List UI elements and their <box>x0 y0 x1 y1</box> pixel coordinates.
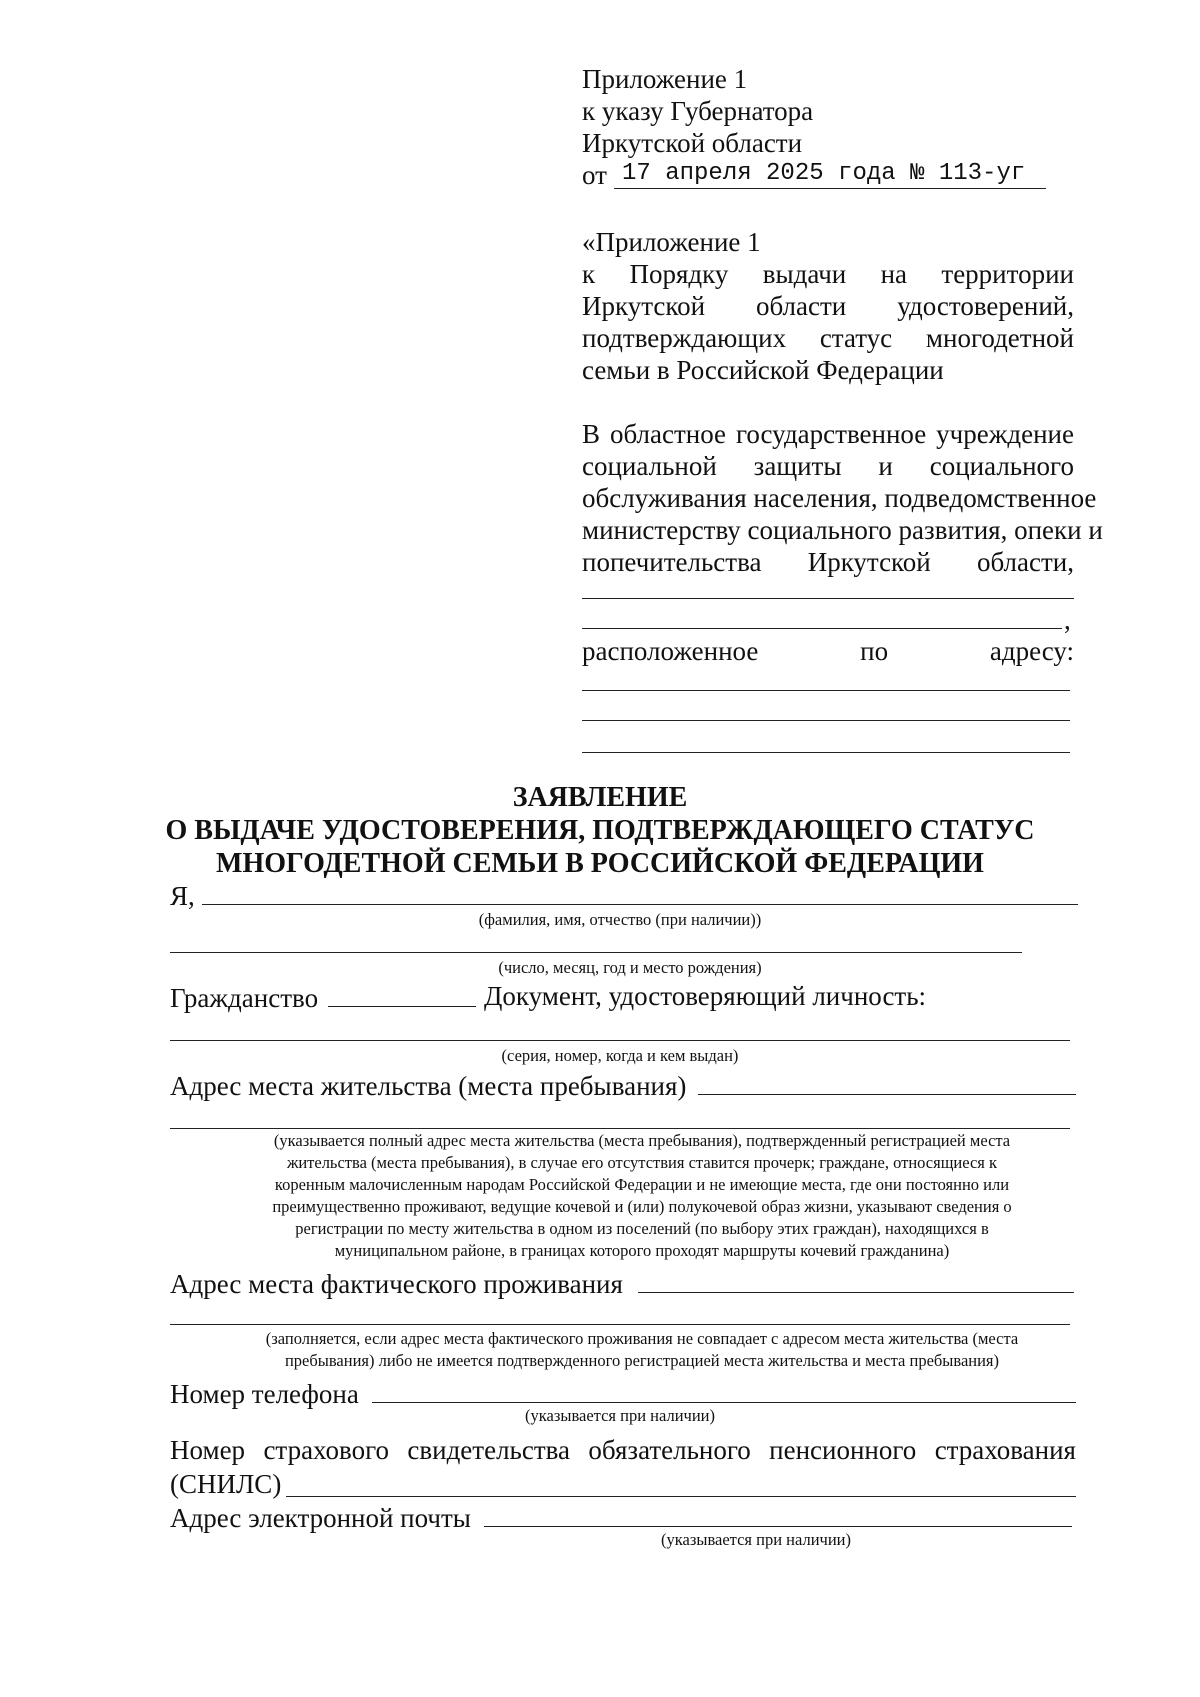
addressee-line-1: В областное государственное учреждение <box>582 419 1074 449</box>
decree-label: к указу Губернатора <box>582 96 814 126</box>
actual-address-label: Адрес места фактического проживания <box>170 1269 623 1299</box>
id-document-caption: (серия, номер, когда и кем выдан) <box>501 1046 739 1065</box>
residence-label: Адрес места жительства (места пребывания) <box>170 1071 687 1101</box>
snils-label-line: Номер страхового свидетельства обязательного пенсионного страхования <box>170 1435 1076 1465</box>
phone-label: Номер телефона <box>170 1379 359 1409</box>
addressee-line-5: попечительства Иркутской области, <box>582 547 1074 577</box>
residence-field-2[interactable] <box>170 1128 1070 1129</box>
residence-field-1[interactable] <box>698 1094 1076 1095</box>
snils-field[interactable] <box>286 1496 1076 1497</box>
email-field[interactable] <box>484 1526 1072 1527</box>
order-appendix-label: «Приложение 1 <box>582 227 761 257</box>
email-caption: (указывается при наличии) <box>661 1530 851 1549</box>
institution-address-line-3[interactable] <box>582 752 1070 753</box>
actual-address-field-1[interactable] <box>638 1292 1074 1293</box>
actual-address-field-2[interactable] <box>170 1324 1070 1325</box>
addressee-line-2: социальной защиты и социального <box>582 451 1074 481</box>
residence-note-1: (указывается полный адрес места жительства (места пребывания), подтвержденный регистрацией места <box>273 1131 1011 1150</box>
document-title: ЗАЯВЛЕНИЕ <box>512 782 688 813</box>
residence-note-4: преимущественно проживают, ведущие кочевой и (или) полукочевой образ жизни, указывают сведения о <box>272 1197 1012 1216</box>
actual-address-note-1: (заполняется, если адрес места фактического проживания не совпадает с адресом места жительства (места <box>265 1329 1019 1348</box>
applicant-name-field[interactable] <box>202 904 1078 905</box>
id-document-label: Документ, удостоверяющий личность: <box>484 981 927 1011</box>
institution-name-line-2[interactable] <box>582 628 1062 629</box>
date-underline <box>614 188 1046 189</box>
institution-address-line-2[interactable] <box>582 720 1070 721</box>
document-subtitle-2: МНОГОДЕТНОЙ СЕМЬИ В РОССИЙСКОЙ ФЕДЕРАЦИИ <box>216 848 984 879</box>
region-label: Иркутской области <box>582 128 803 158</box>
located-at-label: расположенное по адресу: <box>582 636 1074 666</box>
order-line-2: к Порядку выдачи на территории <box>582 259 1074 289</box>
residence-note-6: муниципальном районе, в границах которого проходят маршруты кочевий гражданина) <box>334 1241 950 1260</box>
citizenship-field[interactable] <box>328 1006 476 1007</box>
addressee-line-4: министерству социального развития, опеки и <box>582 515 1103 545</box>
residence-note-2: жительства (места пребывания), в случае его отсутствия ставится прочерк; граждане, относящиеся к <box>286 1153 998 1172</box>
decree-date-number: 17 апреля 2025 года № 113-уг <box>622 160 1026 187</box>
residence-note-5: регистрации по месту жительства в одном из поселений (по выбору этих граждан), находящихся в <box>295 1219 989 1238</box>
id-document-field[interactable] <box>170 1040 1070 1041</box>
appendix-label: Приложение 1 <box>582 64 748 94</box>
email-label: Адрес электронной почты <box>170 1503 471 1533</box>
actual-address-note-2: пребывания) либо не имеется подтвержденного регистрацией места жительства и места пребывания) <box>284 1351 1000 1370</box>
addressee-line-3: обслуживания населения, подведомственное <box>582 483 1097 513</box>
date-prefix: от <box>582 160 607 190</box>
institution-address-line-1[interactable] <box>582 690 1070 691</box>
document-subtitle-1: О ВЫДАЧЕ УДОСТОВЕРЕНИЯ, ПОДТВЕРЖДАЮЩЕГО СТАТУС <box>165 815 1035 846</box>
order-line-3: Иркутской области удостоверений, <box>582 291 1074 321</box>
residence-note-3: коренным малочисленным народам Российской Федерации и не имеющие места, где они постоянно или <box>274 1175 1010 1194</box>
citizenship-label: Гражданство <box>170 983 319 1013</box>
order-line-5: семьи в Российской Федерации <box>582 355 944 385</box>
snils-abbrev: (СНИЛС) <box>170 1469 282 1499</box>
birth-caption: (число, месяц, год и место рождения) <box>498 958 762 977</box>
birth-field[interactable] <box>170 952 1022 953</box>
phone-field[interactable] <box>372 1402 1076 1403</box>
institution-name-line-1[interactable] <box>582 598 1074 599</box>
institution-comma: , <box>1064 605 1071 635</box>
fio-caption: (фамилия, имя, отчество (при наличии)) <box>478 910 762 929</box>
order-line-4: подтверждающих статус многодетной <box>582 323 1074 353</box>
phone-caption: (указывается при наличии) <box>525 1406 715 1425</box>
applicant-ya-label: Я, <box>170 881 195 911</box>
